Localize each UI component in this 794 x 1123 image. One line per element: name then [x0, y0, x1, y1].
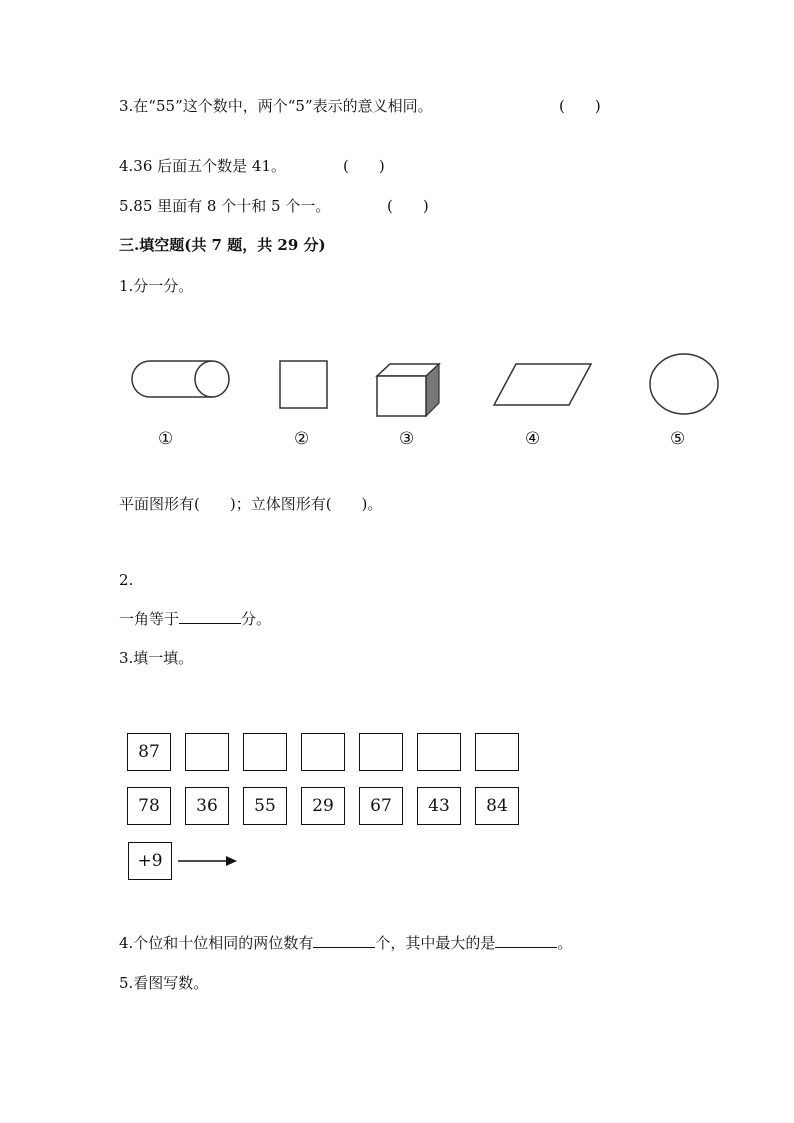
judge-q5-text: 5.85 里面有 8 个十和 5 个一。 — [119, 197, 331, 215]
top-box-4[interactable] — [301, 733, 345, 771]
fill-q1-title: 1.分一分。 — [119, 277, 194, 295]
top-box-1: 87 — [127, 733, 171, 771]
judge-q3-answer[interactable]: ( ) — [559, 97, 601, 115]
top-box-2[interactable] — [185, 733, 229, 771]
top-box-7[interactable] — [475, 733, 519, 771]
cube-icon — [377, 364, 439, 416]
shape-label-1: ① — [158, 429, 174, 449]
shape-label-5: ⑤ — [670, 429, 686, 449]
fill-q3-title: 3.填一填。 — [119, 649, 194, 667]
mid-box-4: 29 — [301, 787, 345, 825]
shape-label-2: ② — [294, 429, 310, 449]
fill-q4-text1: 4.个位和十位相同的两位数有 — [119, 934, 314, 952]
mid-box-6: 43 — [417, 787, 461, 825]
fill-q4-blank-count[interactable] — [313, 933, 375, 948]
fill-q2-number: 2. — [119, 571, 134, 589]
fill-q2-blank[interactable] — [179, 609, 241, 624]
fill-q4-text2: 个，其中最大的是 — [375, 934, 496, 952]
circle-icon — [650, 354, 718, 414]
arrow-right-icon — [176, 851, 240, 871]
mid-box-3: 55 — [243, 787, 287, 825]
judge-q4-answer[interactable]: ( ) — [343, 157, 385, 175]
fill-q2-line — [119, 609, 271, 629]
mid-box-7: 84 — [475, 787, 519, 825]
fill-q2-text-after: 分。 — [241, 610, 272, 628]
section-title: 三.填空题(共 7 题，共 29 分) — [119, 236, 326, 254]
shape-label-4: ④ — [525, 429, 541, 449]
fill-q1-answer-line[interactable]: 平面图形有( )；立体图形有( )。 — [119, 495, 383, 513]
judge-q3-text: 3.在“55”这个数中，两个“5”表示的意义相同。 — [119, 97, 433, 115]
cylinder-icon — [132, 361, 229, 397]
fill-q2-text-before: 一角等于 — [119, 610, 180, 628]
square-icon — [280, 361, 327, 408]
mid-box-2: 36 — [185, 787, 229, 825]
rule-box: +9 — [128, 842, 172, 880]
fill-q4-line — [119, 933, 572, 953]
top-box-3[interactable] — [243, 733, 287, 771]
judge-q4-text: 4.36 后面五个数是 41。 — [119, 157, 287, 175]
mid-box-5: 67 — [359, 787, 403, 825]
shape-label-3: ③ — [399, 429, 415, 449]
parallelogram-icon — [494, 364, 591, 405]
top-box-5[interactable] — [359, 733, 403, 771]
top-box-6[interactable] — [417, 733, 461, 771]
fill-q5-title: 5.看图写数。 — [119, 974, 209, 992]
fill-q4-text3: 。 — [557, 934, 573, 952]
fill-q4-blank-max[interactable] — [495, 933, 557, 948]
mid-box-1: 78 — [127, 787, 171, 825]
judge-q5-answer[interactable]: ( ) — [387, 197, 429, 215]
